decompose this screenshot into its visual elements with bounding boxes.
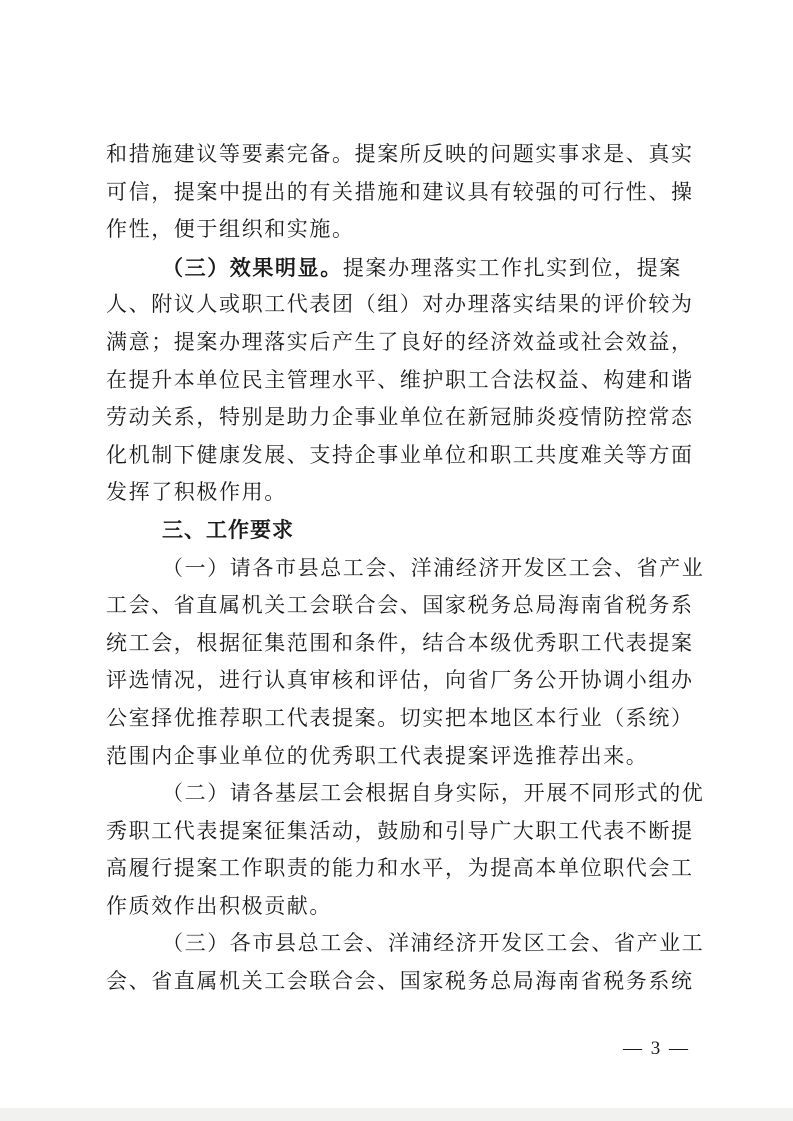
text-line: （一）请各市县总工会、洋浦经济开发区工会、省产业	[162, 555, 705, 580]
text-span: 提案办理落实工作扎实到位，提案	[342, 255, 682, 280]
text-line: 劳动关系，特别是助力企事业单位在新冠肺炎疫情防控常态	[106, 405, 694, 430]
text-line: 范围内企事业单位的优秀职工代表提案评选推荐出来。	[106, 743, 649, 768]
body-text	[106, 136, 705, 1001]
scan-edge	[0, 1108, 793, 1121]
text-line: 秀职工代表提案征集活动，鼓励和引导广大职工代表不断提	[106, 818, 694, 843]
text-line: 工会、省直属机关工会联合会、国家税务总局海南省税务系	[106, 593, 694, 618]
text-line: 和措施建议等要素完备。提案所反映的问题实事求是、真实	[106, 142, 694, 166]
text-line: 作质效作出积极贡献。	[106, 893, 332, 918]
text-line: 在提升本单位民主管理水平、维护职工合法权益、构建和谐	[106, 367, 694, 392]
text-line: 可信，提案中提出的有关措施和建议具有较强的可行性、操	[106, 179, 694, 204]
text-line: 发挥了积极作用。	[106, 480, 287, 505]
page-number: — 3 —	[623, 1038, 690, 1059]
text-line: 作性，便于组织和实施。	[106, 217, 355, 242]
text-line: 人、附议人或职工代表团（组）对办理落实结果的评价较为	[106, 292, 694, 317]
text-line: 化机制下健康发展、支持企事业单位和职工共度难关等方面	[106, 442, 694, 467]
text-line: 公室择优推荐职工代表提案。切实把本地区本行业（系统）	[106, 705, 694, 730]
text-line: 高履行提案工作职责的能力和水平，为提高本单位职代会工	[106, 856, 694, 881]
text-line	[106, 249, 690, 287]
section-heading: 三、工作要求	[162, 517, 294, 542]
text-line: 满意；提案办理落实后产生了良好的经济效益或社会效益，	[106, 329, 694, 354]
text-line: 评选情况，进行认真审核和评估，向省厂务公开协调小组办	[106, 668, 694, 693]
text-line: （三）各市县总工会、洋浦经济开发区工会、省产业工	[162, 931, 705, 956]
text-line: 统工会，根据征集范围和条件，结合本级优秀职工代表提案	[106, 630, 694, 655]
section-lead: （三）效果明显。	[162, 254, 343, 280]
text-line: 会、省直属机关工会联合会、国家税务总局海南省税务系统	[106, 969, 694, 994]
text-line: （二）请各基层工会根据自身实际，开展不同形式的优	[162, 781, 705, 806]
